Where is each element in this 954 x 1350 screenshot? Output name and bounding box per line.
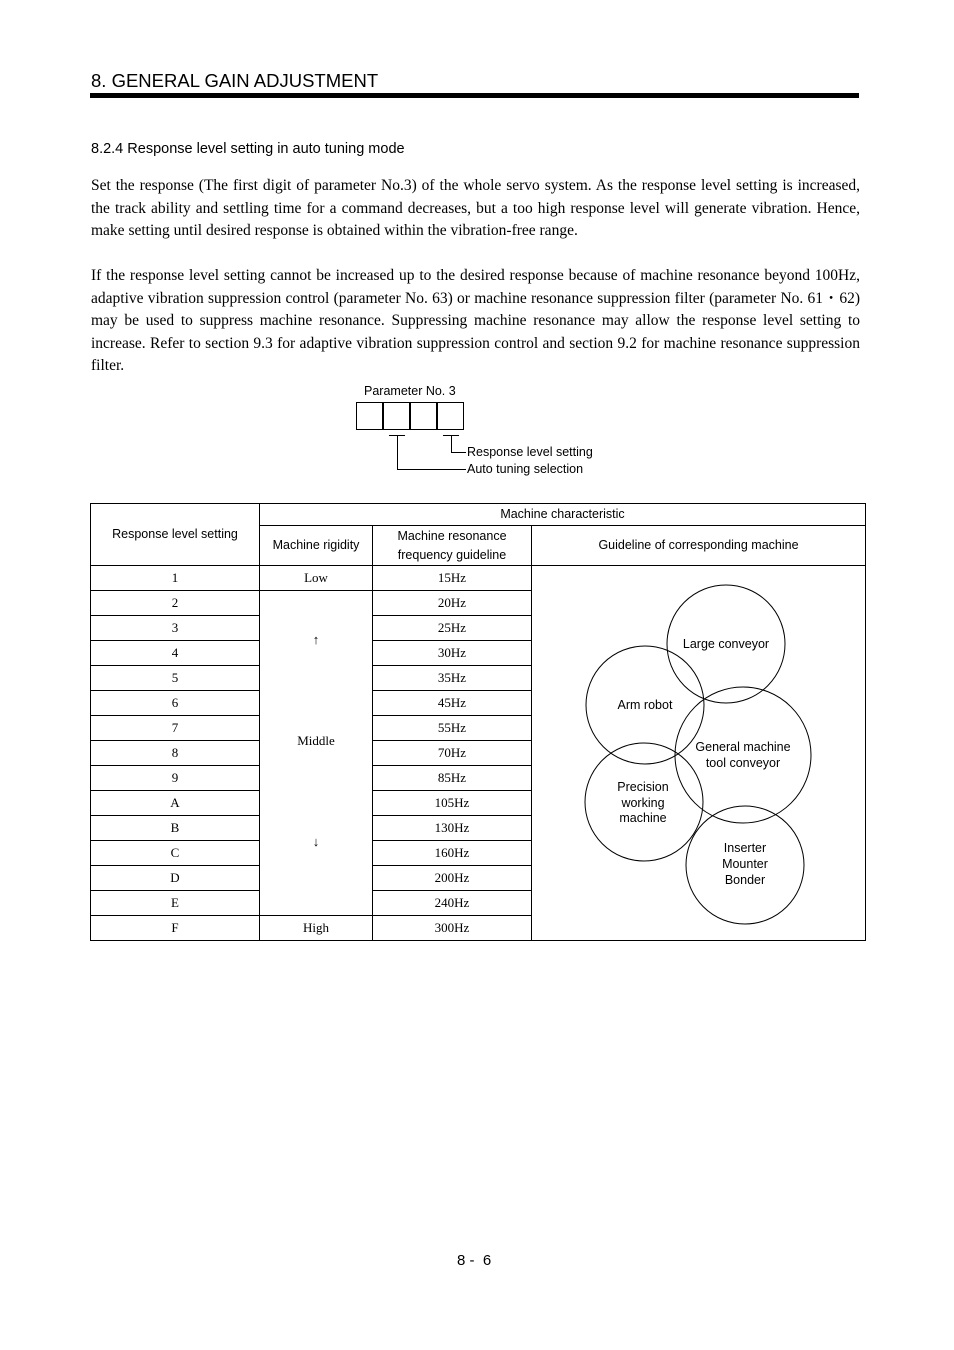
response-level-table [90,503,866,941]
level-cell: F [91,916,260,941]
level-cell: 4 [91,641,260,666]
section-heading: 8.2.4 Response level setting in auto tuning mode [91,141,405,157]
rigidity-low: Low [260,566,373,591]
level-cell: 7 [91,716,260,741]
level-cell: 5 [91,666,260,691]
header-resonance-line1: Machine resonance [397,528,507,543]
header-guideline-machine: Guideline of corresponding machine [532,526,866,566]
response-leader-h [451,452,466,453]
header-machine-characteristic: Machine characteristic [260,504,866,526]
level-cell: 8 [91,741,260,766]
level-cell: 6 [91,691,260,716]
level-cell: B [91,816,260,841]
freq-cell: 70Hz [373,741,532,766]
digit-box-2 [383,402,410,430]
freq-cell: 25Hz [373,616,532,641]
header-resonance-frequency [373,526,532,566]
chapter-rule [90,93,859,98]
freq-cell: 15Hz [373,566,532,591]
level-cell: 1 [91,566,260,591]
header-response-level: Response level setting [91,504,260,566]
auto-leader-v [397,435,398,470]
freq-cell: 30Hz [373,641,532,666]
digit-box-3 [410,402,437,430]
level-cell: A [91,791,260,816]
callout-auto-tuning: Auto tuning selection [467,462,584,476]
level-cell: C [91,841,260,866]
rigidity-range-cell [260,591,373,916]
header-resonance-line2: frequency guideline [397,547,507,562]
label-precision-1: Precision [617,780,669,794]
rigidity-middle: Middle [297,733,335,748]
parameter-label: Parameter No. 3 [364,384,456,398]
freq-cell: 160Hz [373,841,532,866]
level-cell: 2 [91,591,260,616]
level-cell: 9 [91,766,260,791]
freq-cell: 85Hz [373,766,532,791]
rigidity-high: High [260,916,373,941]
rigidity-up-arrow: ↑ [312,632,320,647]
digit-box-4 [437,402,464,430]
label-general-machine-2: tool conveyor [705,756,781,770]
freq-cell: 45Hz [373,691,532,716]
digit-box-1 [356,402,383,430]
page-number: 8 - 6 [457,1252,492,1269]
response-leader-v [451,435,452,453]
level-cell: 3 [91,616,260,641]
label-large-conveyor: Large conveyor [682,637,770,651]
freq-cell: 200Hz [373,866,532,891]
machine-venn-diagram [532,566,866,946]
auto-leader-h [397,469,466,470]
level-cell: E [91,891,260,916]
freq-cell: 130Hz [373,816,532,841]
machine-venn-cell [532,566,866,941]
label-precision-2: working [621,796,665,810]
freq-cell: 240Hz [373,891,532,916]
freq-cell: 35Hz [373,666,532,691]
freq-cell: 300Hz [373,916,532,941]
header-machine-rigidity: Machine rigidity [260,526,373,566]
freq-cell: 105Hz [373,791,532,816]
label-arm-robot: Arm robot [617,698,673,712]
paragraph-resonance: If the response level setting cannot be increased up to the desired response because of machine resonance beyond 100Hz, adaptive vibration suppression control (parameter No. 63) or machine resonance suppression filter (parameter No. 61・62) may be used to suppress machine resonance. Suppressing machine resonance may allow the response level setting to increase. Refer to section 9.3 for adaptive vibration suppression control and section 9.2 for machine resonance suppression filter. [91,267,860,374]
paragraph-response-intro: Set the response (The first digit of parameter No.3) of the whole servo system. As the response level setting is increased, the track ability and settling time for a command decreases, but a too high response level will generate vibration. Hence, make setting until desired response is obtained within the vibration-free range. [91,177,860,239]
label-precision-3: machine [619,811,667,825]
chapter-title: 8. GENERAL GAIN ADJUSTMENT [91,70,379,91]
freq-cell: 20Hz [373,591,532,616]
label-inserter-2: Mounter [722,857,768,871]
rigidity-down-arrow: ↓ [312,834,320,849]
level-cell: D [91,866,260,891]
circle-general-machine [675,687,811,823]
label-inserter-1: Inserter [723,841,767,855]
freq-cell: 55Hz [373,716,532,741]
label-inserter-3: Bonder [724,873,766,887]
label-general-machine-1: General machine [695,740,791,754]
callout-response-level: Response level setting [467,445,593,459]
